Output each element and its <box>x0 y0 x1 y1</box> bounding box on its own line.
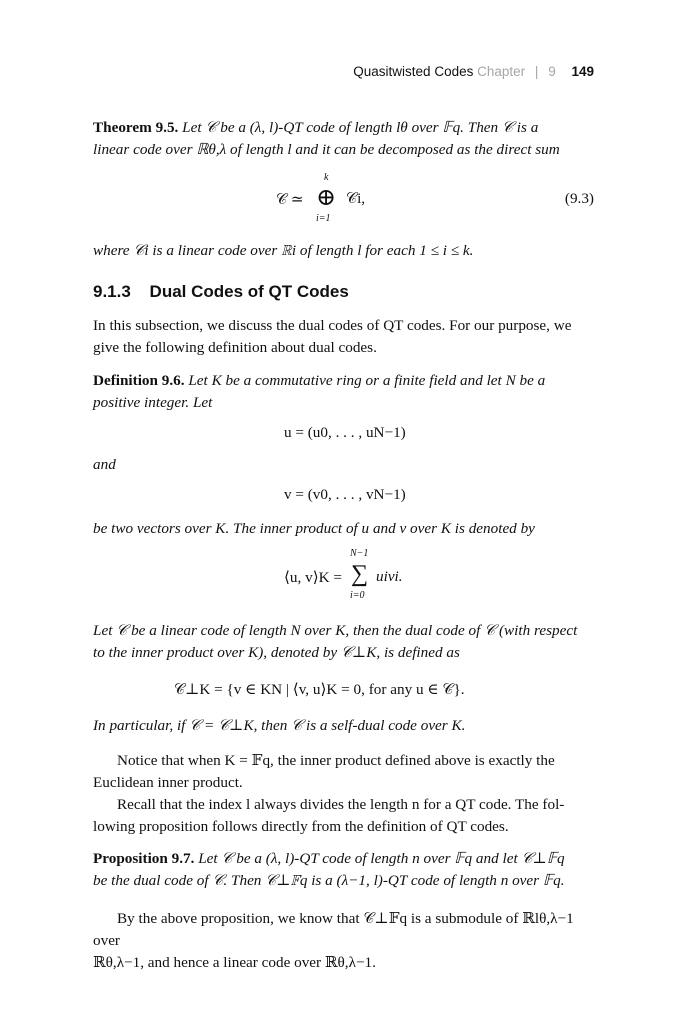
closing-line-1: By the above proposition, we know that 𝒞⊥𝔽q is a submodule of ℝlθ,λ−1 over <box>93 910 574 949</box>
header-separator: | <box>534 64 539 79</box>
definition-line-4: Let 𝒞 be a linear code of length N over K, then the dual code of 𝒞 (with respect <box>93 622 578 639</box>
notice-line-2: Euclidean inner product. <box>93 774 243 791</box>
intro-paragraph <box>93 315 595 359</box>
definition-line-6: In particular, if 𝒞 = 𝒞⊥K, then 𝒞 is a self-dual code over K. <box>93 717 466 734</box>
section-title: Dual Codes of QT Codes <box>149 282 349 301</box>
proposition-label: Proposition 9.7. <box>93 850 195 867</box>
ip-sum-top: N−1 <box>350 548 369 559</box>
dual-code-equation: 𝒞⊥K = {v ∈ KN | ⟨v, u⟩K = 0, for any u ∈ 𝒞}. <box>174 681 465 698</box>
notice-line-1: Notice that when K = 𝔽q, the inner product defined above is exactly the <box>117 752 555 769</box>
summation-symbol: ∑ <box>351 561 369 587</box>
definition-line-5: to the inner product over K), denoted by 𝒞⊥K, is defined as <box>93 644 460 661</box>
inner-product-equation <box>284 548 444 608</box>
direct-sum-symbol: ⊕ <box>316 185 337 211</box>
definition-line-2: positive integer. Let <box>93 394 213 411</box>
theorem-label: Theorem 9.5. <box>93 119 179 136</box>
definition-line-3: be two vectors over K. The inner product of u and v over K is denoted by <box>93 520 535 537</box>
definition-9-6 <box>93 370 595 414</box>
header-chapter-number: 9 <box>548 64 556 79</box>
equation-number: (9.3) <box>564 190 594 207</box>
section-number: 9.1.3 <box>93 282 131 301</box>
notice-line-3: Recall that the index l always divides the length n for a QT code. The fol- <box>117 796 565 813</box>
proposition-text-1: Let 𝒞 be a (λ, l)-QT code of length n over 𝔽q and let 𝒞⊥𝔽q <box>198 850 565 867</box>
header-chapter-label: Chapter <box>477 64 526 79</box>
proposition-line-2: be the dual code of 𝒞. Then 𝒞⊥𝔽q is a (λ−1, l)-QT code of length n over 𝔽q. <box>93 872 565 889</box>
equation-v: v = (v0, . . . , vN−1) <box>284 486 406 503</box>
theorem-line-1 <box>93 117 595 139</box>
eq-sum-bottom: i=1 <box>316 213 331 224</box>
page-number: 149 <box>571 64 594 79</box>
definition-label: Definition 9.6. <box>93 372 185 389</box>
equation-9-3 <box>276 172 416 232</box>
proposition-line-1 <box>93 848 595 870</box>
eq-sum-top: k <box>324 172 329 183</box>
definition-line-1 <box>93 370 595 392</box>
eq-rhs: 𝒞i, <box>346 190 366 207</box>
notice-line-4: lowing proposition follows directly from the definition of QT codes. <box>93 818 509 835</box>
equation-u: u = (u0, . . . , uN−1) <box>284 424 406 441</box>
proposition-9-7 <box>93 848 595 892</box>
intro-line-1: In this subsection, we discuss the dual codes of QT codes. For our purpose, we <box>93 317 572 334</box>
where-line: where 𝒞i is a linear code over ℝi of length l for each 1 ≤ i ≤ k. <box>93 242 474 259</box>
running-header <box>353 64 594 79</box>
intro-line-2: give the following definition about dual codes. <box>93 339 377 356</box>
ip-rhs: uivi. <box>376 568 403 585</box>
ip-lhs: ⟨u, v⟩K = <box>284 569 342 586</box>
closing-paragraph <box>93 908 595 974</box>
definition-text-1: Let K be a commutative ring or a finite field and let N be a <box>188 372 546 389</box>
definition-and: and <box>93 456 116 473</box>
definition-text-block <box>93 620 595 664</box>
theorem-9-5 <box>93 117 595 161</box>
section-heading <box>93 282 349 302</box>
theorem-line-2: linear code over ℝθ,λ of length l and it can be decomposed as the direct sum <box>93 141 560 158</box>
eq-lhs: 𝒞 ≃ <box>276 191 304 208</box>
notice-paragraph <box>93 750 595 838</box>
ip-sum-bottom: i=0 <box>350 590 365 601</box>
header-title: Quasitwisted Codes <box>353 64 474 79</box>
closing-line-2: ℝθ,λ−1, and hence a linear code over ℝθ,λ−1. <box>93 954 376 971</box>
theorem-text-1: Let 𝒞 be a (λ, l)-QT code of length lθ over 𝔽q. Then 𝒞 is a <box>182 119 539 136</box>
